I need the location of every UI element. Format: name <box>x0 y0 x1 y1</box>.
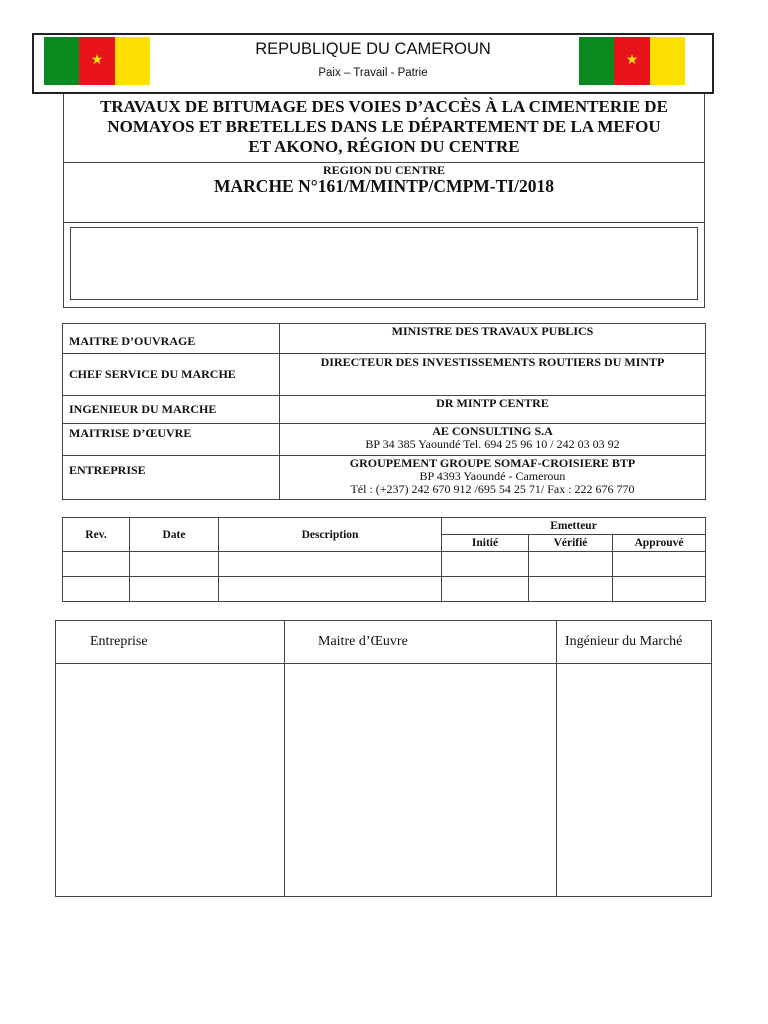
parties-table <box>62 323 706 500</box>
signature-cell <box>285 664 557 897</box>
party-value <box>280 456 706 500</box>
table-row <box>56 621 712 664</box>
revision-table <box>62 517 706 602</box>
verifie-header: Vérifié <box>529 535 613 552</box>
flag-yellow-band <box>650 37 685 85</box>
table-row <box>56 664 712 897</box>
signature-header-maitre: Maitre d’Œuvre <box>285 621 557 664</box>
party-label: CHEF SERVICE DU MARCHE <box>63 354 280 396</box>
emetteur-header: Emetteur <box>442 518 706 535</box>
table-cell <box>63 552 130 577</box>
table-cell <box>529 552 613 577</box>
party-value <box>280 354 706 396</box>
table-cell <box>529 577 613 602</box>
divider <box>64 222 704 223</box>
table-row <box>63 518 706 535</box>
table-row <box>63 577 706 602</box>
party-address: BP 4393 Yaoundé - Cameroun <box>419 469 566 483</box>
table-row <box>63 456 706 500</box>
party-label: ENTREPRISE <box>63 456 280 500</box>
project-box <box>63 94 705 308</box>
table-row <box>63 396 706 424</box>
table-cell <box>130 552 219 577</box>
project-title <box>64 97 704 157</box>
country-motto: Paix – Travail - Patrie <box>318 67 428 79</box>
table-row <box>63 552 706 577</box>
star-icon: ★ <box>90 53 104 68</box>
description-header: Description <box>219 518 442 552</box>
signature-table <box>55 620 712 897</box>
date-header: Date <box>130 518 219 552</box>
party-value <box>280 324 706 354</box>
party-name: GROUPEMENT GROUPE SOMAF-CROISIERE BTP <box>349 456 636 470</box>
contract-number: MARCHE N°161/M/MINTP/CMPM-TI/2018 <box>214 176 554 196</box>
party-value <box>280 396 706 424</box>
party-value <box>280 424 706 456</box>
table-cell <box>130 577 219 602</box>
initie-header: Initié <box>442 535 529 552</box>
table-row <box>63 324 706 354</box>
project-title-line: NOMAYOS ET BRETELLES DANS LE DÉPARTEMENT DE LA MEFOU <box>107 117 661 136</box>
table-cell <box>613 577 706 602</box>
document-header <box>32 33 714 94</box>
project-title-line: ET AKONO, RÉGION DU CENTRE <box>248 137 520 156</box>
country-title: REPUBLIQUE DU CAMEROUN <box>255 40 491 58</box>
rev-header: Rev. <box>63 518 130 552</box>
signature-cell <box>557 664 712 897</box>
table-cell <box>442 552 529 577</box>
signature-header-entreprise: Entreprise <box>56 621 285 664</box>
signature-header-ingenieur: Ingénieur du Marché <box>557 621 712 664</box>
approuve-header: Approuvé <box>613 535 706 552</box>
table-row <box>63 424 706 456</box>
table-cell <box>63 577 130 602</box>
party-name: DR MINTP CENTRE <box>436 396 549 410</box>
table-cell <box>442 577 529 602</box>
table-cell <box>219 552 442 577</box>
region-label: REGION DU CENTRE <box>322 163 445 177</box>
party-name: MINISTRE DES TRAVAUX PUBLICS <box>391 324 594 338</box>
flag-red-band <box>614 37 649 85</box>
flag-green-band <box>579 37 614 85</box>
party-name: AE CONSULTING S.A <box>432 424 553 438</box>
star-icon: ★ <box>625 53 639 68</box>
table-cell <box>219 577 442 602</box>
party-label: MAITRISE D’ŒUVRE <box>63 424 280 456</box>
document-title-box <box>70 227 698 300</box>
party-label: MAITRE D’OUVRAGE <box>63 324 280 354</box>
party-name: DIRECTEUR DES INVESTISSEMENTS ROUTIERS DU MINTP <box>320 355 665 369</box>
signature-cell <box>56 664 285 897</box>
party-address: BP 34 385 Yaoundé Tel. 694 25 96 10 / 242 03 03 92 <box>365 437 620 451</box>
project-title-line: TRAVAUX DE BITUMAGE DES VOIES D’ACCÈS À LA CIMENTERIE DE <box>100 97 668 116</box>
party-label: INGENIEUR DU MARCHE <box>63 396 280 424</box>
cameroon-flag-right <box>579 37 685 85</box>
party-contact: Tél : (+237) 242 670 912 /695 54 25 71/ Fax : 222 676 770 <box>350 482 635 496</box>
table-row <box>63 354 706 396</box>
table-cell <box>613 552 706 577</box>
